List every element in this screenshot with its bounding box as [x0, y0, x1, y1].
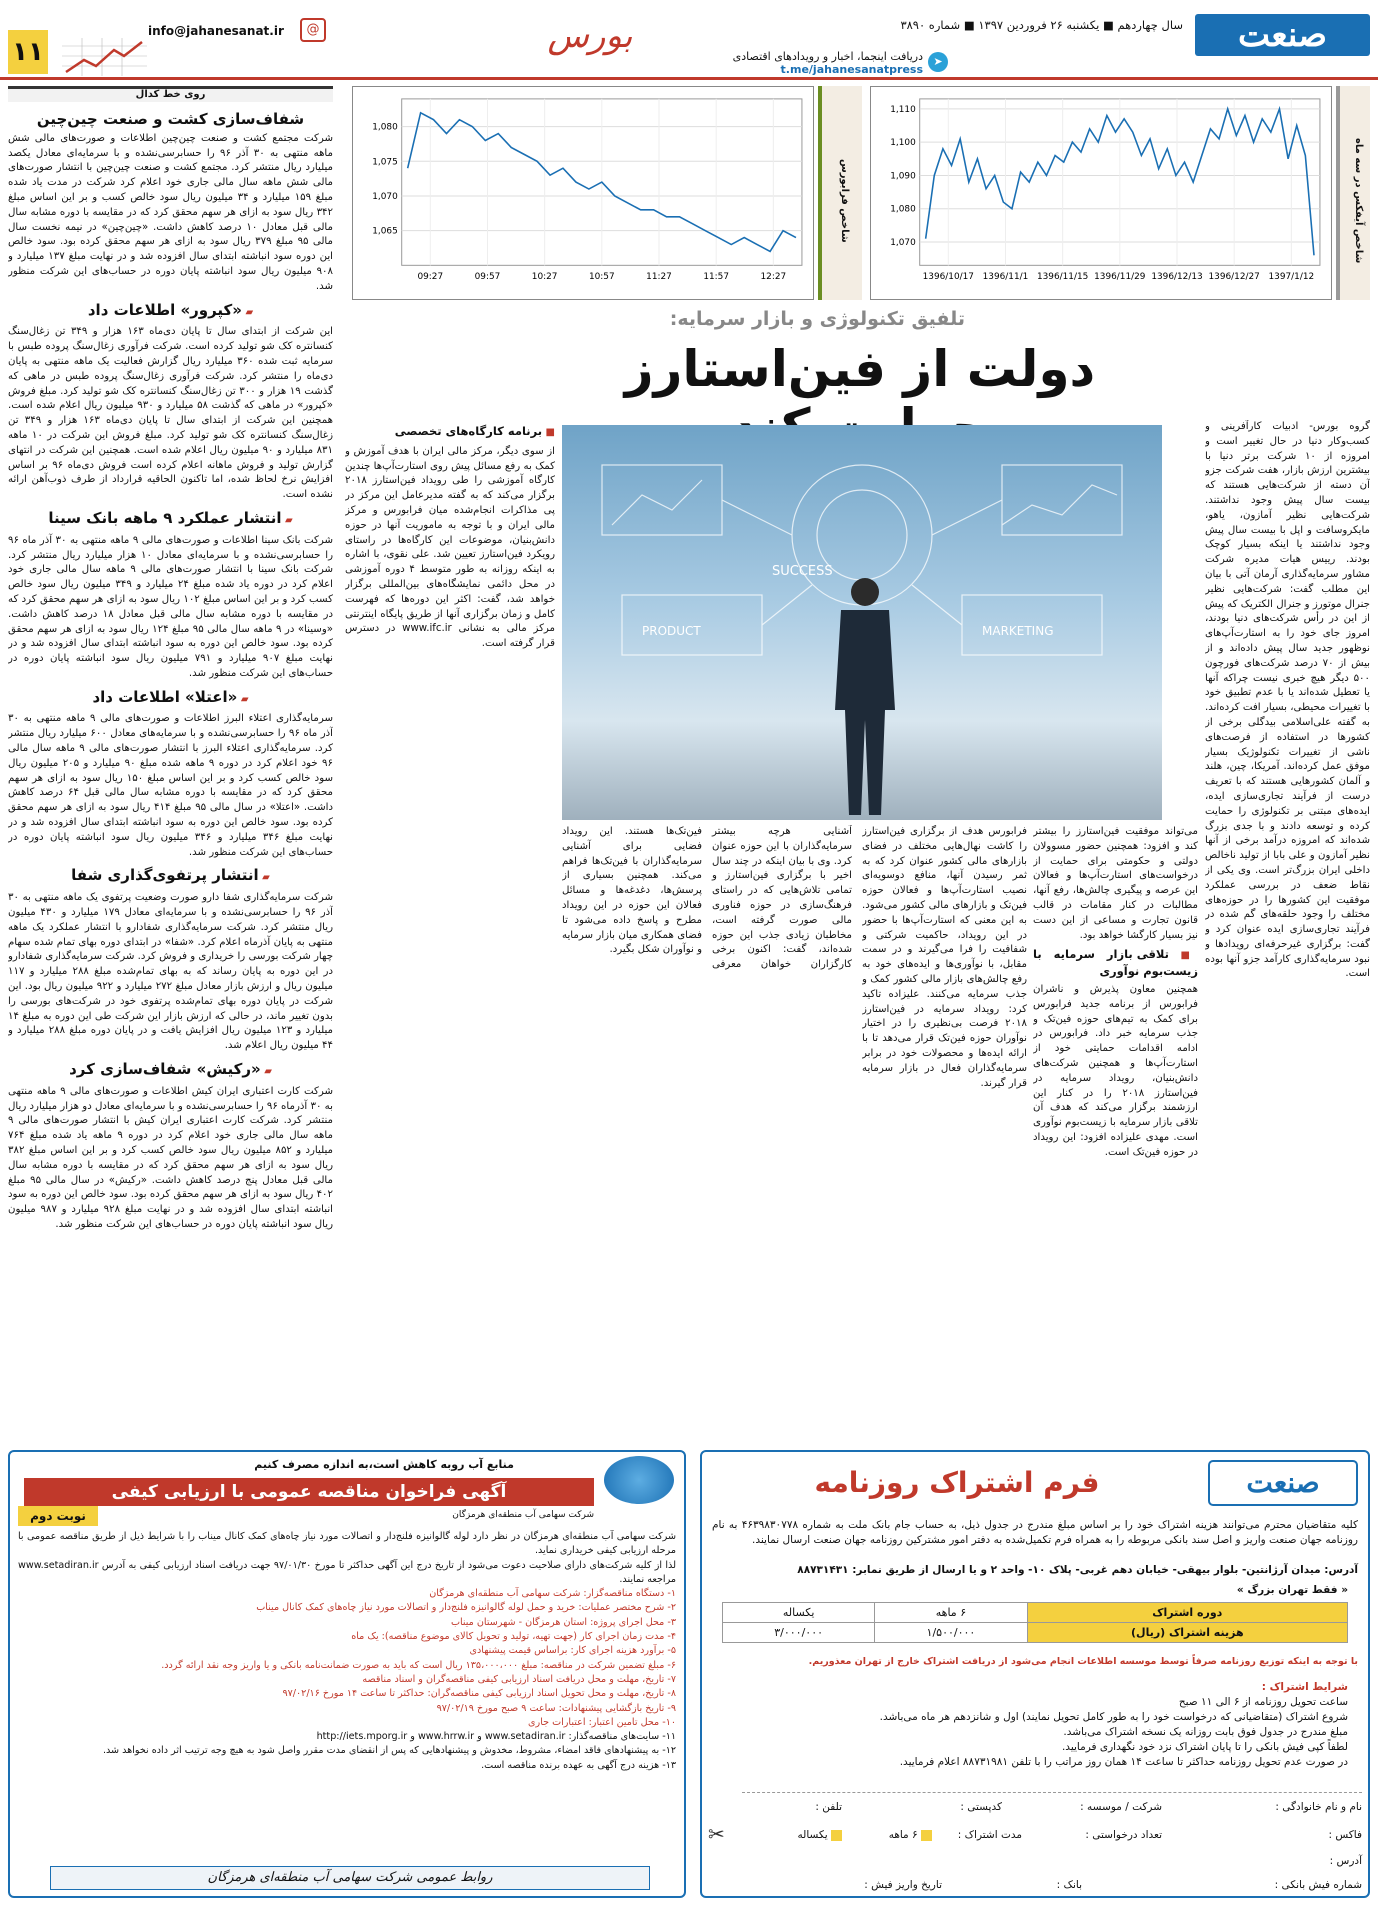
field-deposit-date[interactable]: تاریخ واریز فیش : — [864, 1879, 942, 1891]
ad-line: ۱۰- محل تامین اعتبار: اعتبارات جاری — [528, 1716, 676, 1728]
condition-item: شروع اشتراک (متقاضیانی که درخواست خود را به طور کامل تحویل نمایند) اول و شانزدهم هر ماه می‌باشد. — [879, 1711, 1348, 1723]
photo-word: SUCCESS — [772, 564, 833, 579]
conditions-title: شرایط اشتراک : — [1261, 1681, 1348, 1693]
x-tick-label: 1396/11/1 — [982, 272, 1029, 283]
conditions — [722, 1680, 1348, 1770]
ad-line: ۴- مدت زمان اجرای کار (جهت تهیه، تولید و تحویل کالای موضوع مناقصه): یک ماه — [351, 1631, 676, 1643]
news-title: ▰ «رکیش» شفاف‌سازی کرد — [69, 1060, 272, 1079]
article-column-5: ■ برنامه کارگاه‌های تخصصی از سوی دیگر، مرکز مالی ایران با هدف آموزش و کمک به رفع مسائل پیش روی استارت‌آپ‌ها چندین کارگاه آموزشی را طی رویداد فین‌استارز ۲۰۱۸ برگزار می‌کند که به گفته مدیرعامل این مرکز در پی مذاکرات انجام‌شده میان فرابورس و مرکز مالی ایران و با توجه به ماموریت آنها در حوزه دانش‌بنیان، موضوعات این کارگاه‌ها در راستای رویکرد فین‌استارز تعیین شد. علی نقوی، با اشاره به اینکه روزانه به طور متوسط ۴ دوره آموزشی در محل دائمی نمایشگاه‌های بین‌المللی برگزار خواهد شد، گفت: اکثر این دوره‌ها که فهرست کامل و زمان برگزاری آنها از طریق پایگاه اینترنتی مرکز مالی به نشانی www.ifc.ir در دسترس قرار گرفته است. — [345, 424, 555, 650]
bullet-icon: ▰ — [281, 514, 293, 526]
news-body: سرمایه‌گذاری اعتلاء البرز اطلاعات و صورت‌های مالی ۹ ماهه منتهی به ۳۰ آذر ماه ۹۶ را حسابرسی‌نشده و با سرمایه‌های معادل ۶۰۰ میلیارد ریال منتشر کرد. سرمایه‌گذاری اعتلاء البرز با انتشار صورت‌های مالی ۹ ماهه سال مالی ۹۶ خود اعلام کرد در دوره ۹ ماهه شده مبلغ ۹۰ میلیارد و ۲۰۵ میلیون ریال سود خالص کسب کرد و بر این اساس مبلغ ۱۵۰ ریال سود به ازای هر سهم محقق کرد که در مقایسه با دوره مشابه سال مالی قبل ۶۴ درصد کاهش داشت. «اعتلا» در سال مالی ۹۵ مبلغ ۴۱۴ ریال سود به ازای هر سهم محقق کرده بود. سود خالص این دوره به سود انباشته ابتدای سال افزوده شد و در نهایت مبلغ ۳۴۶ میلیارد و ۳۴۶ میلیون ریال سود انباشته پایان دوره در حساب‌های این شرکت منظور شد. — [8, 713, 333, 858]
left-news-column — [8, 104, 333, 1442]
farabourse-chart-panel — [352, 86, 862, 300]
x-tick-label: 12:27 — [760, 272, 787, 283]
bullet-icon: ▰ — [241, 306, 254, 318]
article-column-2: می‌تواند موفقیت فین‌استارز را بیشتر کند و افزود: همچنین حضور مسوولان دولتی و حکومتی برای حمایت از درخواست‌های استارت‌آپ‌ها و فعالان این عرصه و پیگیری چالش‌ها، رفع آنها، مطالبات در کنار مقامات در قالب قانون تجارت و مساعی از این دست نیز بسیار کارگشا خواهد بود. ■ تلاقی بازار سرمایه با زیست‌بوم نوآوری همچنین معاون پذیرش و ناشران فرابورس از برنامه جدید فرابورس برای کمک به تیم‌های حوزه فین‌تک و جذب سرمایه خبر داد. فرابورس در ادامه اقدامات حمایتی خود از استارت‌آپ‌ها و همچنین شرکت‌های دانش‌بنیان، رویداد سرمایه در فین‌استارز ۲۰۱۸ را در کنار این ارزشمند برگزار می‌کند که هدف آن تلاقی بازار سرمایه با زیست‌بوم نوآوری است. مهدی علیزاده افزود: این رویداد در حوزه فین‌تک است. — [1033, 826, 1198, 1158]
y-tick-label: 1,080 — [890, 204, 916, 215]
x-tick-label: 09:27 — [417, 272, 444, 283]
news-title: ▰ «اعتلا» اطلاعات داد — [92, 687, 249, 706]
ad-line: ۷- تاریخ، مهلت و محل دریافت اسناد ارزیابی کیفی مناقصه‌گران و اسناد مناقصه — [362, 1673, 676, 1685]
telegram-link[interactable]: t.me/jahanesanatpress — [780, 63, 923, 76]
bullet-icon: ▰ — [258, 872, 270, 884]
article-subheading: ■ تلاقی بازار سرمایه با زیست‌بوم نوآوری — [1033, 947, 1198, 979]
table-header: ۶ ماهه — [875, 1603, 1027, 1623]
farabourse-line-chart — [352, 86, 814, 300]
x-tick-label: 1396/10/17 — [922, 272, 974, 283]
article-photo — [562, 425, 1162, 820]
table-header: یکساله — [723, 1603, 875, 1623]
checkbox-6month[interactable]: ۶ ماهه — [889, 1829, 932, 1841]
article-column-1: گروه بورس- ادبیات کارآفرینی و کسب‌وکار دنیا در حال تغییر است و امروزه از ۱۰ شرکت برتر دنیا با بیشترین ارزش بازار، هفت شرکت جزو آن دسته از شرکت‌هایی هستند که بیست سال پیش وجود نداشتند. شرکت‌هایی نظیر آمازون، یاهو، مایکروسافت و اپل با بیست سال پیش وجود نداشتند یا اینکه بسیار کوچک بودند. رییس هیات مدیره شرکت مشاور سرمایه‌گذاری آرمان آتی با بیان این مطلب گفت: شرکت‌هایی نظیر جنرال موتورز و جنرال الکتریک که پیش از این در رأس شرکت‌های دنیا بودند، امروز جای خود را به استارت‌آپ‌های نوظهور جدید سال پیش داده‌اند و از بیش از ۷۰ درصد شرکت‌های فورچون ۵۰۰ دیگر هیچ خبری نیست چراکه آنها یا تعطیل شده‌اند یا با عدم تطبیق خود با تغییرات محیطی، بسیار افت کرده‌اند. به گفته علی‌اسلامی بیدگلی برخی از کشورها در استفاده از فرصت‌های ناشی از تغییرات تکنولوژیک بسیار موفق عمل کرده‌اند. آمریکا، چین، هلند و آلمان کشورهایی هستند که با تعریف درست از فرآیند تجاری‌سازی ایده، ایده‌های مبتنی بر تکنولوژی را حمایت کرده و توسعه دادند و با جدی بزرگ شده‌اند که امروزه درآمد برخی از آنها نظیر آمازون و علی بابا از تولید ناخالص داخلی ایران بزرگ‌تر است. وی یکی از نقاط ضعف در بررسی عملکرد موفقیت این کشورها را در حوزه‌های مختلف را وجود حلقه‌های گم شده در فرآیند تجاری‌سازی ایده عنوان کرد و گفت: برگزاری غیرحرفه‌ای رویدادها و نبود سرمایه‌گذاری کارآمد جزو آنها بوده است. — [1205, 421, 1370, 980]
ifx-line-chart — [870, 86, 1332, 300]
news-title: ▰ انتشار عملکرد ۹ ماهه بانک سینا — [48, 508, 293, 527]
table-cell: ۳/۰۰۰/۰۰۰ — [723, 1623, 875, 1643]
form-address: آدرس: میدان آرژانتین- بلوار بیهقی- خیابان دهم غربی- پلاک ۱۰- واحد ۲ و یا ارسال از طریق نمابر: ۸۸۷۳۱۴۳۱ — [797, 1564, 1358, 1576]
scissors-icon: ✂ — [708, 1822, 725, 1846]
chart-ylabel: شاخص فرابورس — [839, 159, 850, 243]
water-logo-icon — [604, 1456, 674, 1504]
article-kicker: تلفیق تکنولوژی و بازار سرمایه: — [669, 308, 965, 330]
form-title: فرم اشتراک روزنامه — [814, 1466, 1100, 1499]
ad-title: آگهی فراخوان مناقصه عمومی با ارزیابی کیفی — [24, 1478, 594, 1506]
bullet-icon: ■ — [1168, 950, 1198, 962]
ad-line: ۱۱- سایت‌های مناقصه‌گذار: www.setadiran.ir و www.hrrw.ir و http://iets.mporg.ir — [316, 1731, 676, 1743]
field-receipt-number[interactable]: شماره فیش بانکی : — [1274, 1879, 1362, 1891]
telegram-promo — [733, 50, 923, 76]
telegram-icon: ➤ — [928, 52, 948, 72]
chart-ylabel: شاخص آیفکس در سه ماه — [1353, 138, 1364, 264]
y-tick-label: 1,065 — [372, 226, 398, 237]
telegram-text: دریافت اینجما، اخبار و رویدادهای اقتصادی — [732, 50, 923, 63]
x-tick-label: 11:57 — [703, 272, 730, 283]
table-row-label: هزینه اشتراک (ریال) — [1027, 1623, 1347, 1643]
news-body: شرکت بانک سینا اطلاعات و صورت‌های مالی ۹ ماهه منتهی به ۳۰ آذر ماه ۹۶ را حسابرسی‌نشده و با سرمایه‌ای معادل ۱۰ هزار میلیارد ریال منتشر کرد. شرکت بانک سینا با انتشار صورت‌های مالی ۹ ماهه سال مالی جاری خود اعلام کرد در دوره یاد شده مبلغ ۲۴ میلیارد و ۳۴۹ میلیون ریال سود خالص کسب کرد و بر این اساس مبلغ ۱۰۲ ریال سود به ازای هر سهم محقق کرد که در مقایسه با دوره مشابه سال مالی قبل معادل ۱۸ درصد کاهش داشت. «وسینا» در ۹ ماهه سال مالی ۹۵ مبلغ ۱۲۴ ریال سود به ازای هر سهم محقق کرده بود. سود خالص این دوره به سود انباشته ابتدای سال افزوده شد و در نهایت مبلغ ۹۰۷ میلیارد و ۷۹۱ میلیون ریال سود انباشته پایان دوره در حساب‌های این شرکت منظور شد. — [8, 534, 333, 679]
article-subheading: ■ برنامه کارگاه‌های تخصصی — [394, 424, 555, 438]
news-title: شفاف‌سازی کشت و صنعت چین‌چین — [36, 110, 305, 128]
field-fax[interactable]: فاکس : — [1328, 1829, 1362, 1841]
field-duration: مدت اشتراک : — [957, 1829, 1022, 1841]
field-name[interactable]: نام و نام خانوادگی : — [1275, 1801, 1362, 1813]
y-tick-label: 1,080 — [372, 122, 398, 133]
mail-icon: @ — [300, 18, 326, 42]
x-tick-label: 10:57 — [588, 272, 615, 283]
ad-line: لذا از کلیه شرکت‌های دارای صلاحیت دعوت می‌شود از تاریخ درج این آگهی حداکثر تا مورخ ۹۷/۰۱/۳۰ جهت دریافت اسناد ارزیابی کیفی به آدرس www.setadiran.ir مراجعه نمایند. — [18, 1559, 676, 1585]
tender-ad — [8, 1450, 686, 1898]
subscription-form — [700, 1450, 1370, 1898]
ad-line: ۲- شرح مختصر عملیات: خرید و حمل لوله گالوانیزه فلنج‌دار و اتصالات مورد نیاز چاه‌های کمک کانال میناب — [256, 1602, 676, 1614]
ad-badge: نوبت دوم — [18, 1506, 98, 1526]
price-table — [722, 1602, 1348, 1643]
photo-word: MARKETING — [982, 624, 1054, 638]
form-logo: صنعت — [1208, 1460, 1358, 1506]
ad-line: شرکت سهامی آب منطقه‌ای هرمزگان در نظر دارد لوله گالوانیزه فلنج‌دار و اتصالات مورد نیاز چاه‌های کمک کانال میناب را با شرایط ذیل از طریق مناقصه عمومی با مرحله ارزیابی کیفی خریداری نماید. — [18, 1531, 676, 1557]
news-body: این شرکت از ابتدای سال تا پایان دی‌ماه ۱۶۳ هزار و ۳۴۹ تن زغال‌سنگ کنسانتره کک شو تولید کرده است. شرکت فرآوری زغال‌سنگ پروده طبس با سرمایه ثبت شده ۳۶۰ میلیارد ریال گزارش فعالیت یک ماهه منتهی به پایان دی‌ماه را منتشر کرد. شرکت فرآوری زغال‌سنگ پروده طبس در ماهی که گذشت ۱۹ هزار و ۳۰۰ تن زغال‌سنگ کنسانتره کک شو تولید کرد. مبلغ فروش «کپرور» در ماهی که گذشت ۵۸ میلیارد و ۹۳۰ میلیون ریال اعلام شده است. همچنین این شرکت از ابتدای سال تا پایان دی‌ماه ۱۶۳ هزار و ۳۴۹ تن زغال‌سنگ کنسانتره کک شو تولید کرد. مبلغ فروش این شرکت در ۱۰ ماهه ۸۳۱ میلیارد و ۹۰ میلیون ریال اعلام شده است. همچنین این شرکت در انتهای گزارش تولید و فروش ماهانه اعلام کرده است فروش دی‌ماه ۹۶ بر اساس افزایش نرخ لحاظ شده، اما تاکنون الحاقیه قرارداد از طرف ذوب‌آهن ارائه نشده است. — [8, 326, 333, 501]
field-company[interactable]: شرکت / موسسه : — [1080, 1801, 1162, 1813]
field-bank[interactable]: بانک : — [1056, 1879, 1082, 1891]
ad-header: منابع آب روبه کاهش است،به اندازه مصرف کنیم — [254, 1458, 514, 1471]
email-address[interactable]: info@jahanesanat.ir — [148, 24, 284, 38]
field-postcode[interactable]: کدپستی : — [960, 1801, 1002, 1813]
table-cell: ۱/۵۰۰/۰۰۰ — [875, 1623, 1027, 1643]
x-tick-label: 1396/11/15 — [1036, 272, 1089, 283]
y-tick-label: 1,100 — [890, 138, 916, 149]
ad-org: شرکت سهامی آب منطقه‌ای هرمزگان — [452, 1510, 594, 1520]
form-fields — [742, 1792, 1362, 1892]
ad-line: ۸- تاریخ، مهلت و محل تحویل اسناد ارزیابی کیفی مناقصه‌گران: حداکثر تا ساعت ۱۴ مورخ ۹۷/۰۲/۱۶ — [282, 1688, 676, 1700]
x-tick-label: 1397/1/12 — [1268, 272, 1315, 283]
condition-item: ساعت تحویل روزنامه از ۶ الی ۱۱ صبح — [1178, 1696, 1348, 1708]
x-tick-label: 1396/12/13 — [1151, 272, 1203, 283]
ad-footer: روابط عمومی شرکت سهامی آب منطقه‌ای هرمزگان — [50, 1866, 650, 1890]
ad-body — [18, 1530, 676, 1860]
section-title: بورس — [547, 16, 633, 56]
field-address[interactable]: آدرس : — [1329, 1855, 1362, 1867]
ad-line: ۳- محل اجرای پروژه: استان هرمزگان - شهرستان میناب — [450, 1616, 676, 1628]
y-tick-label: 1,090 — [890, 171, 916, 182]
y-tick-label: 1,075 — [372, 157, 398, 168]
news-body: شرکت مجتمع کشت و صنعت چین‌چین اطلاعات و صورت‌های مالی شش ماهه منتهی به ۳۰ آذر ۹۶ را حسابرسی‌نشده و با سرمایه‌ای معادل یکصد میلیارد ریال منتشر کرد. مجتمع کشت و صنعت چین‌چین با انتشار صورت‌های مالی شش ماهه سال مالی جاری خود اعلام کرد شرکت در مدت یاد شده مبلغ ۱۵۹ میلیارد و ۳۴ میلیون ریال سود خالص کسب و بر این اساس مبلغ ۳۴۲ ریال سود به ازای هر سهم محقق کرد که در مقایسه با دوره مشابه سال مالی قبل معادل ۱۰ درصد کاهش داشت. «چین‌چین» در نیمه نخست سال مالی ۹۵ مبلغ ۳۷۹ ریال سود به ازای هر سهم محقق کرده بود. سود خالص این دوره سود انباشته ابتدای سال افزوده شد و در نهایت مبلغ ۱۳۷ میلیارد و ۹۰۸ میلیون ریال سود انباشته پایان دوره در حساب‌های این شرکت منظور شد. — [8, 132, 333, 292]
page-number: ۱۱ — [8, 30, 48, 74]
ifx-chart-panel — [870, 86, 1370, 300]
condition-item: در صورت عدم تحویل روزنامه حداکثر تا ساعت ۱۴ همان روز مراتب را با تلفن ۸۸۷۳۱۹۸۱ اعلام فرمایید. — [899, 1756, 1348, 1768]
businessman-figure — [825, 570, 905, 820]
news-title: ▰ انتشار پرتفوی‌گذاری شفا — [71, 866, 270, 885]
y-tick-label: 1,110 — [890, 104, 916, 115]
article-headline: دولت از فین‌استارز — [624, 340, 1096, 398]
bullet-icon: ▰ — [237, 693, 249, 705]
x-tick-label: 10:27 — [531, 272, 558, 283]
news-title: ▰ «کپرور» اطلاعات داد — [87, 300, 254, 319]
news-body: شرکت کارت اعتباری ایران کیش اطلاعات و صورت‌های مالی ۹ ماهه منتهی به ۳۰ آذرماه ۹۶ را حسابرسی‌نشده و با سرمایه‌ای معادل دو هزار میلیارد ریال منتشر کرد. شرکت کارت اعتباری ایران کیش با انتشار صورت‌های مالی ۹ ماهه سال مالی جاری خود اعلام کرد در دوره ۹ ماهه یاد شده مبلغ ۷۶۴ میلیارد و ۸۵۲ میلیون ریال سود خالص کسب کرد و بر این اساس مبلغ ۳۸۲ ریال سود به ازای هر سهم محقق کرد که در مقایسه با دوره مشابه سال مالی قبل معادل پنج درصد کاهش داشت. «رکیش» در سال مالی ۹۵ مبلغ ۴۰۲ ریال سود به ازای هر سهم محقق کرده بود. سود خالص این دوره به سود انباشته ابتدای سال افزوده شد و در نهایت مبلغ ۹۲۸ میلیارد و ۹۸۷ میلیون ریال سود انباشته پایان دوره در حساب‌های این شرکت منظور شد. — [8, 1085, 333, 1230]
news-body: شرکت سرمایه‌گذاری شفا دارو صورت وضعیت پرتفوی یک ماهه منتهی به ۳۰ آذر ۹۶ را حسابرسی‌نشده و با سرمایه‌ای معادل ۱۷۹ میلیارد و ۴۳۰ میلیون ریال منتشر کرد. شرکت سرمایه‌گذاری شفادارو با انتشار عملکرد یک ماهه منتهی به پایان آذرماه اعلام کرد. «شفا» در ابتدای دوره بهای تمام شده سهام چهار شرکت بورسی را خریداری و فروش کرد. شرکت سرمایه‌گذاری شفادارو در این دوره به پایان رساند که به بهای تمام‌شده مبلغ ۲۸۸ میلیارد و ۱۱۷ میلیون ریال و ارزش بازار معادل مبلغ ۲۷۲ میلیارد و ۹۲۲ میلیون ریال بود. این شرکت در پایان دوره بهای تمام‌شده پرتفوی خود در شرکت‌های بورسی را بدون تغییر ماند، در حالی که ارزش بازار این شرکت طی این دوره به مبلغ ۱۴ میلیارد و ۱۲۳ میلیون ریال افزایش یافت و در پایان دوره مبلغ ۲۸۸ میلیارد و ۴۴ میلیون ریال اعلام شد. — [8, 892, 333, 1052]
x-tick-label: 11:27 — [646, 272, 672, 283]
condition-item: مبلغ مندرج در جدول فوق بابت روزانه یک نسخه اشتراک می‌باشد. — [1063, 1726, 1348, 1738]
y-tick-label: 1,070 — [890, 237, 916, 248]
photo-word: PRODUCT — [642, 624, 701, 638]
issue-info: سال چهاردهم ■ یکشنبه ۲۶ فروردین ۱۳۹۷ ■ شماره ۳۸۹۰ — [900, 18, 1183, 32]
newspaper-logo: صنعت — [1195, 14, 1370, 56]
x-tick-label: 1396/12/27 — [1208, 272, 1260, 283]
table-header: دوره اشتراک — [1027, 1603, 1347, 1623]
ad-line: ۱۲- به پیشنهادهای فاقد امضاء، مشروط، مخدوش و پیشنهادهایی که پس از انقضای مدت مقرر واصل شود به هیچ وجه ترتیب اثر داده نخواهد شد. — [102, 1745, 676, 1757]
condition-item: لطفاً کپی فیش بانکی را تا پایان اشتراک نزد خود نگهداری فرمایید. — [1061, 1741, 1348, 1753]
ad-line: ۱۳- هزینه درج آگهی به عهده برنده مناقصه است. — [481, 1759, 676, 1771]
ad-line: ۵- برآورد هزینه اجرای کار: براساس قیمت پیشنهادی — [469, 1645, 676, 1657]
chart-arrow-icon — [62, 38, 147, 76]
ad-line: ۱- دستگاه مناقصه‌گزار: شرکت سهامی آب منطقه‌ای هرمزگان — [429, 1588, 676, 1600]
article-column-4: آشنایی هرچه بیشتر سرمایه‌گذاران با این حوزه عنوان کرد. وی با بیان اینکه در چند سال اخیر با برگزاری فین‌استارز و تمامی تلاش‌هایی که در راستای فرهنگ‌سازی در حوزه فناوری مالی صورت گرفته است، مخاطبان زیادی جذب این حوزه شده‌اند، گفت: اکنون برخی کارگزاران خواهان معرفی فین‌تک‌ها هستند. این رویداد فضایی برای آشنایی سرمایه‌گذاران با فین‌تک‌ها فراهم می‌کند. همچنین بسیاری از پرسش‌ها، دغدغه‌ها و مسائل فعالان این حوزه در این رویداد مطرح و پاسخ داده می‌شود تا فضای همکاری میان بازار سرمایه و نوآوران شکل بگیرد. — [562, 826, 852, 971]
tehran-only: « فقط تهران بزرگ » — [1236, 1584, 1348, 1596]
x-tick-label: 09:57 — [474, 272, 501, 283]
x-tick-label: 1396/11/29 — [1094, 272, 1146, 283]
section-tagline: روی خط کدال — [8, 86, 333, 102]
field-quantity[interactable]: تعداد درخواستی : — [1085, 1829, 1162, 1841]
ad-line: ۹- تاریخ بازگشایی پیشنهادات: ساعت ۹ صبح مورخ ۹۷/۰۲/۱۹ — [436, 1702, 676, 1714]
field-phone[interactable]: تلفن : — [815, 1801, 842, 1813]
bullet-icon: ■ — [542, 427, 555, 438]
y-tick-label: 1,070 — [372, 191, 398, 202]
form-note: با توجه به اینکه توزیع روزنامه صرفاً توسط موسسه اطلاعات انجام می‌شود از دریافت اشتراک خارج از تهران معذوریم. — [808, 1656, 1358, 1667]
checkbox-yearly[interactable]: یکساله — [798, 1829, 842, 1841]
page-header — [0, 0, 1378, 80]
bullet-icon: ▰ — [260, 1066, 272, 1078]
form-intro: کلیه متقاضیان محترم می‌توانند هزینه اشتراک خود را بر اساس مبلغ مندرج در جدول ذیل، به حساب جام بانک ملت به شماره ۴۶۳۹۸۳۰۷۷۸ به نام روزنامه جهان صنعت واریز و اصل سند بانکی مربوطه را به همراه فرم تکمیل‌شده به دفتر امور مشترکین روزنامه جهان صنعت ارسال نمایند. — [712, 1519, 1358, 1546]
ad-line: ۶- مبلغ تضمین شرکت در مناقصه: مبلغ ۱۳۵،۰۰۰،۰۰۰ ریال است که باید به صورت ضمانت‌نامه بانکی و یا واریز وجه نقد ارائه گردد. — [161, 1659, 676, 1671]
article-column-3: فرابورس هدف از برگزاری فین‌استارز را کاشت نهال‌هایی مختلف در فضای بازارهای مالی کشور عنوان کرد که به ثمر رسیدن آنها، منافع دوسویه‌ای نصیب استارت‌آپ‌ها و فعالان حوزه فین‌تک و بازارهای مالی کشور می‌شود. به این معنی که استارت‌آپ‌ها با حضور در این رویداد، حاکمیت شرکتی و شفافیت را فرا می‌گیرند و در سمت مقابل، با نوآوری‌ها و ایده‌های خود به رفع چالش‌های بازار مالی کشور کمک و جذب سرمایه می‌کنند. علیزاده تاکید کرد: رویداد سرمایه در فین‌استارز ۲۰۱۸ فرصت بی‌نظیری را در اختیار نوآوران حوزه فین‌تک قرار می‌دهد تا با ارائه ایده‌ها و محصولات خود در برابر سرمایه‌گذاران فعال در بازار سرمایه قرار گیرند. — [862, 826, 1027, 1089]
